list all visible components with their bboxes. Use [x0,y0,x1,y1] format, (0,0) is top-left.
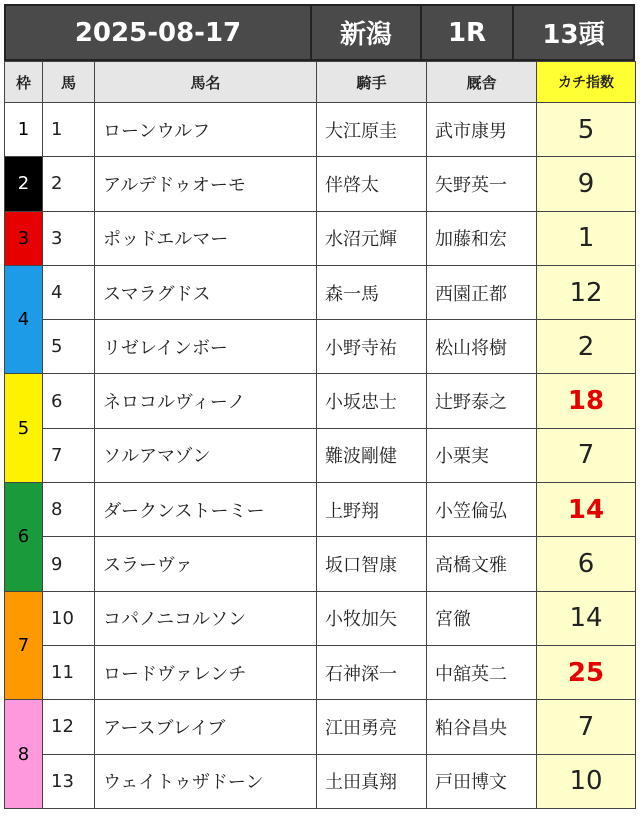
jockey-name: 伴啓太 [317,157,427,211]
waku-cell: 3 [5,211,43,265]
kachi-rating: 7 [537,428,636,482]
jockey-name: 大江原圭 [317,103,427,157]
trainer-name: 西園正都 [427,265,537,319]
horse-number: 5 [43,320,95,374]
kachi-rating: 9 [537,157,636,211]
col-umaban-header: 馬 [43,62,95,103]
table-row [5,265,636,319]
table-row [5,645,636,699]
trainer-name: 高橋文雅 [427,537,537,591]
horse-name: ウェイトゥザドーン [95,754,317,808]
kachi-rating: 25 [537,645,636,699]
horse-number: 3 [43,211,95,265]
jockey-name: 森一馬 [317,265,427,319]
kachi-rating: 12 [537,265,636,319]
horse-name: ネロコルヴィーノ [95,374,317,428]
trainer-name: 戸田博文 [427,754,537,808]
table-row [5,211,636,265]
horse-number: 9 [43,537,95,591]
race-date: 2025-08-17 [6,6,312,59]
horse-name: コパノニコルソン [95,591,317,645]
waku-cell: 5 [5,374,43,483]
jockey-name: 小野寺祐 [317,320,427,374]
horse-name: アースブレイブ [95,700,317,754]
horse-name: リゼレインボー [95,320,317,374]
horse-name: ソルアマゾン [95,428,317,482]
horse-number: 12 [43,700,95,754]
table-row [5,320,636,374]
kachi-rating: 10 [537,754,636,808]
trainer-name: 矢野英一 [427,157,537,211]
trainer-name: 加藤和宏 [427,211,537,265]
trainer-name: 辻野泰之 [427,374,537,428]
waku-cell: 2 [5,157,43,211]
table-row [5,754,636,808]
runner-count: 13頭 [542,20,605,50]
waku-cell: 7 [5,591,43,700]
race-header [4,4,635,61]
horse-name: スマラグドス [95,265,317,319]
horse-number: 6 [43,374,95,428]
jockey-name: 小坂忠士 [317,374,427,428]
race-card [4,4,635,809]
jockey-name: 上野翔 [317,483,427,537]
kachi-rating: 5 [537,103,636,157]
race-venue: 新潟 [312,6,422,59]
horse-number: 7 [43,428,95,482]
col-trainer-header: 厩舎 [427,62,537,103]
horse-number: 10 [43,591,95,645]
trainer-name: 松山将樹 [427,320,537,374]
jockey-name: 水沼元輝 [317,211,427,265]
waku-cell: 1 [5,103,43,157]
col-jockey-header: 騎手 [317,62,427,103]
trainer-name: 中舘英二 [427,645,537,699]
jockey-name: 土田真翔 [317,754,427,808]
table-header-row [5,62,636,103]
table-row [5,428,636,482]
kachi-rating: 6 [537,537,636,591]
col-horse-header: 馬名 [95,62,317,103]
kachi-rating: 1 [537,211,636,265]
trainer-name: 小栗実 [427,428,537,482]
jockey-name: 難波剛健 [317,428,427,482]
table-row [5,483,636,537]
race-number: 1R [422,6,514,59]
horse-number: 2 [43,157,95,211]
kachi-rating: 18 [537,374,636,428]
horse-name: スラーヴァ [95,537,317,591]
horse-number: 4 [43,265,95,319]
waku-cell: 8 [5,700,43,809]
table-row [5,103,636,157]
col-waku-header: 枠 [5,62,43,103]
jockey-name: 江田勇亮 [317,700,427,754]
horse-number: 13 [43,754,95,808]
kachi-rating: 2 [537,320,636,374]
jockey-name: 坂口智康 [317,537,427,591]
trainer-name: 粕谷昌央 [427,700,537,754]
col-rating-header: カチ指数 [537,62,636,103]
horse-name: ダークンストーミー [95,483,317,537]
trainer-name: 武市康男 [427,103,537,157]
jockey-name: 石神深一 [317,645,427,699]
table-row [5,374,636,428]
waku-cell: 4 [5,265,43,374]
table-row [5,591,636,645]
horse-number: 11 [43,645,95,699]
table-row [5,700,636,754]
horse-name: ポッドエルマー [95,211,317,265]
horse-name: アルデドゥオーモ [95,157,317,211]
trainer-name: 宮徹 [427,591,537,645]
horse-number: 1 [43,103,95,157]
horse-name: ロードヴァレンチ [95,645,317,699]
table-row [5,537,636,591]
kachi-rating: 14 [537,591,636,645]
trainer-name: 小笠倫弘 [427,483,537,537]
horse-name: ローンウルフ [95,103,317,157]
jockey-name: 小牧加矢 [317,591,427,645]
entries-table [4,61,636,809]
waku-cell: 6 [5,483,43,592]
kachi-rating: 7 [537,700,636,754]
kachi-rating: 14 [537,483,636,537]
horse-number: 8 [43,483,95,537]
table-row [5,157,636,211]
